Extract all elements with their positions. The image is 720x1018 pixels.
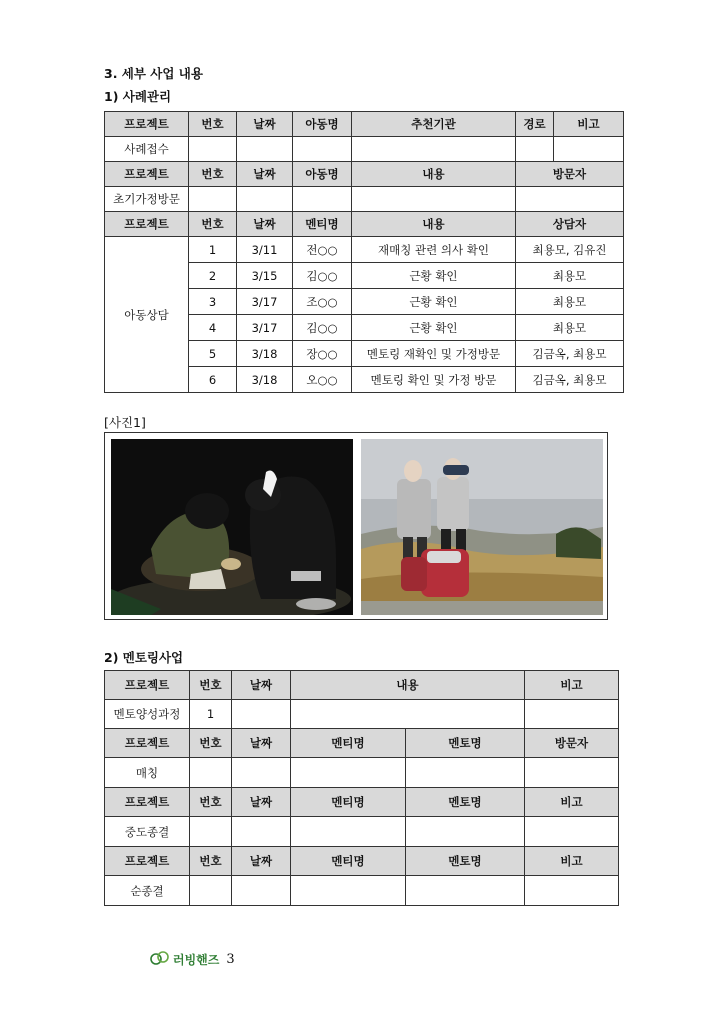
col-route: 경로 — [516, 112, 554, 137]
col-content: 내용 — [352, 212, 516, 237]
cell-mentee: 오○○ — [293, 367, 352, 393]
col-remarks: 비고 — [525, 671, 619, 700]
col-number: 번호 — [189, 162, 237, 187]
cell-date: 3/11 — [237, 237, 293, 263]
col-content: 내용 — [352, 162, 516, 187]
cell-number: 5 — [189, 341, 237, 367]
cell-mentee: 장○○ — [293, 341, 352, 367]
cell-number: 1 — [190, 700, 232, 729]
col-remarks: 비고 — [525, 847, 619, 876]
col-visitor: 방문자 — [516, 162, 624, 187]
cell-date: 3/17 — [237, 289, 293, 315]
cell-project: 사례접수 — [105, 137, 189, 162]
cell — [237, 187, 293, 212]
table-header-row — [105, 788, 619, 817]
col-mentor-name: 멘토명 — [406, 788, 525, 817]
cell — [232, 817, 291, 847]
page-number: 3 — [226, 952, 235, 967]
cell — [525, 817, 619, 847]
col-number: 번호 — [190, 788, 232, 817]
col-mentor-name: 멘토명 — [406, 729, 525, 758]
cell-date: 3/18 — [237, 367, 293, 393]
cell-mentee: 전○○ — [293, 237, 352, 263]
col-child-name: 아동명 — [293, 162, 352, 187]
table-header-row — [105, 671, 619, 700]
table-row — [105, 187, 624, 212]
cell-project: 순종결 — [105, 876, 190, 906]
mentoring-table — [104, 670, 619, 906]
cell-date: 3/18 — [237, 341, 293, 367]
col-date: 날짜 — [232, 788, 291, 817]
cell — [190, 817, 232, 847]
cell-counselor: 최용모 — [516, 263, 624, 289]
cell — [406, 876, 525, 906]
cell-number: 6 — [189, 367, 237, 393]
cell — [406, 817, 525, 847]
cell — [291, 876, 406, 906]
cell-project: 초기가정방문 — [105, 187, 189, 212]
table-row — [105, 700, 619, 729]
cell-content: 재매칭 관련 의사 확인 — [352, 237, 516, 263]
col-remarks: 비고 — [554, 112, 624, 137]
case-management-title: 1) 사례관리 — [104, 89, 172, 104]
cell-mentee: 김○○ — [293, 263, 352, 289]
cell-content: 근황 확인 — [352, 263, 516, 289]
cell-counselor: 최용모 — [516, 315, 624, 341]
cell-counselor: 김금옥, 최용모 — [516, 367, 624, 393]
table-header-row — [105, 212, 624, 237]
cell-number: 3 — [189, 289, 237, 315]
col-date: 날짜 — [237, 212, 293, 237]
page-footer — [150, 950, 235, 969]
photo-mountain-summit — [361, 439, 603, 615]
mentoring-title: 2) 멘토링사업 — [104, 650, 184, 665]
cell-project: 매칭 — [105, 758, 190, 788]
col-number: 번호 — [189, 112, 237, 137]
col-remarks: 비고 — [525, 788, 619, 817]
cell-content: 멘토링 재확인 및 가정방문 — [352, 341, 516, 367]
col-number: 번호 — [190, 847, 232, 876]
cell — [554, 137, 624, 162]
col-date: 날짜 — [232, 729, 291, 758]
cell — [293, 187, 352, 212]
cell-number: 4 — [189, 315, 237, 341]
col-number: 번호 — [190, 729, 232, 758]
col-referral-agency: 추천기관 — [352, 112, 516, 137]
cell — [232, 876, 291, 906]
cell — [516, 137, 554, 162]
cell-number: 2 — [189, 263, 237, 289]
table-row — [105, 817, 619, 847]
col-visitor: 방문자 — [525, 729, 619, 758]
cell — [352, 187, 516, 212]
cell — [291, 817, 406, 847]
cell-date: 3/17 — [237, 315, 293, 341]
photo-label: [사진1] — [104, 415, 146, 430]
col-mentee-name: 멘티명 — [293, 212, 352, 237]
photo-night-activity — [111, 439, 353, 615]
cell-content: 멘토링 확인 및 가정 방문 — [352, 367, 516, 393]
cell — [293, 137, 352, 162]
col-number: 번호 — [189, 212, 237, 237]
cell — [189, 137, 237, 162]
cell-counselor: 최용모 — [516, 289, 624, 315]
section-title: 3. 세부 사업 내용 — [104, 66, 203, 81]
cell — [190, 758, 232, 788]
loving-hands-logo-icon — [150, 950, 170, 969]
cell — [352, 137, 516, 162]
cell-number: 1 — [189, 237, 237, 263]
cell-mentee: 조○○ — [293, 289, 352, 315]
table-header-row — [105, 112, 624, 137]
cell — [232, 758, 291, 788]
cell-mentee: 김○○ — [293, 315, 352, 341]
col-child-name: 아동명 — [293, 112, 352, 137]
col-project: 프로젝트 — [105, 671, 190, 700]
cell — [291, 700, 525, 729]
table-row — [105, 137, 624, 162]
case-management-table — [104, 111, 624, 393]
col-mentee-name: 멘티명 — [291, 788, 406, 817]
cell — [190, 876, 232, 906]
photo-frame — [104, 432, 608, 620]
col-mentee-name: 멘티명 — [291, 729, 406, 758]
col-project: 프로젝트 — [105, 212, 189, 237]
table-row — [105, 876, 619, 906]
cell-counselor: 최용모, 김유진 — [516, 237, 624, 263]
cell-date: 3/15 — [237, 263, 293, 289]
col-date: 날짜 — [232, 847, 291, 876]
cell — [525, 876, 619, 906]
cell — [525, 758, 619, 788]
cell — [237, 137, 293, 162]
col-project: 프로젝트 — [105, 729, 190, 758]
cell-counselor: 김금옥, 최용모 — [516, 341, 624, 367]
col-counselor: 상담자 — [516, 212, 624, 237]
table-header-row — [105, 847, 619, 876]
cell-content: 근황 확인 — [352, 315, 516, 341]
col-project: 프로젝트 — [105, 847, 190, 876]
col-number: 번호 — [190, 671, 232, 700]
cell-content: 근황 확인 — [352, 289, 516, 315]
table-row — [105, 758, 619, 788]
col-date: 날짜 — [237, 162, 293, 187]
cell — [291, 758, 406, 788]
table-header-row — [105, 729, 619, 758]
col-mentee-name: 멘티명 — [291, 847, 406, 876]
col-project: 프로젝트 — [105, 162, 189, 187]
col-content: 내용 — [291, 671, 525, 700]
footer-brand: 러빙핸즈 — [173, 953, 220, 967]
cell — [525, 700, 619, 729]
col-project: 프로젝트 — [105, 112, 189, 137]
cell — [232, 700, 291, 729]
col-date: 날짜 — [237, 112, 293, 137]
table-row — [105, 237, 624, 263]
cell-project: 멘토양성과정 — [105, 700, 190, 729]
cell — [516, 187, 624, 212]
cell-project: 중도종결 — [105, 817, 190, 847]
col-mentor-name: 멘토명 — [406, 847, 525, 876]
col-date: 날짜 — [232, 671, 291, 700]
cell — [406, 758, 525, 788]
col-project: 프로젝트 — [105, 788, 190, 817]
cell-project: 아동상담 — [105, 237, 189, 393]
cell — [189, 187, 237, 212]
table-header-row — [105, 162, 624, 187]
